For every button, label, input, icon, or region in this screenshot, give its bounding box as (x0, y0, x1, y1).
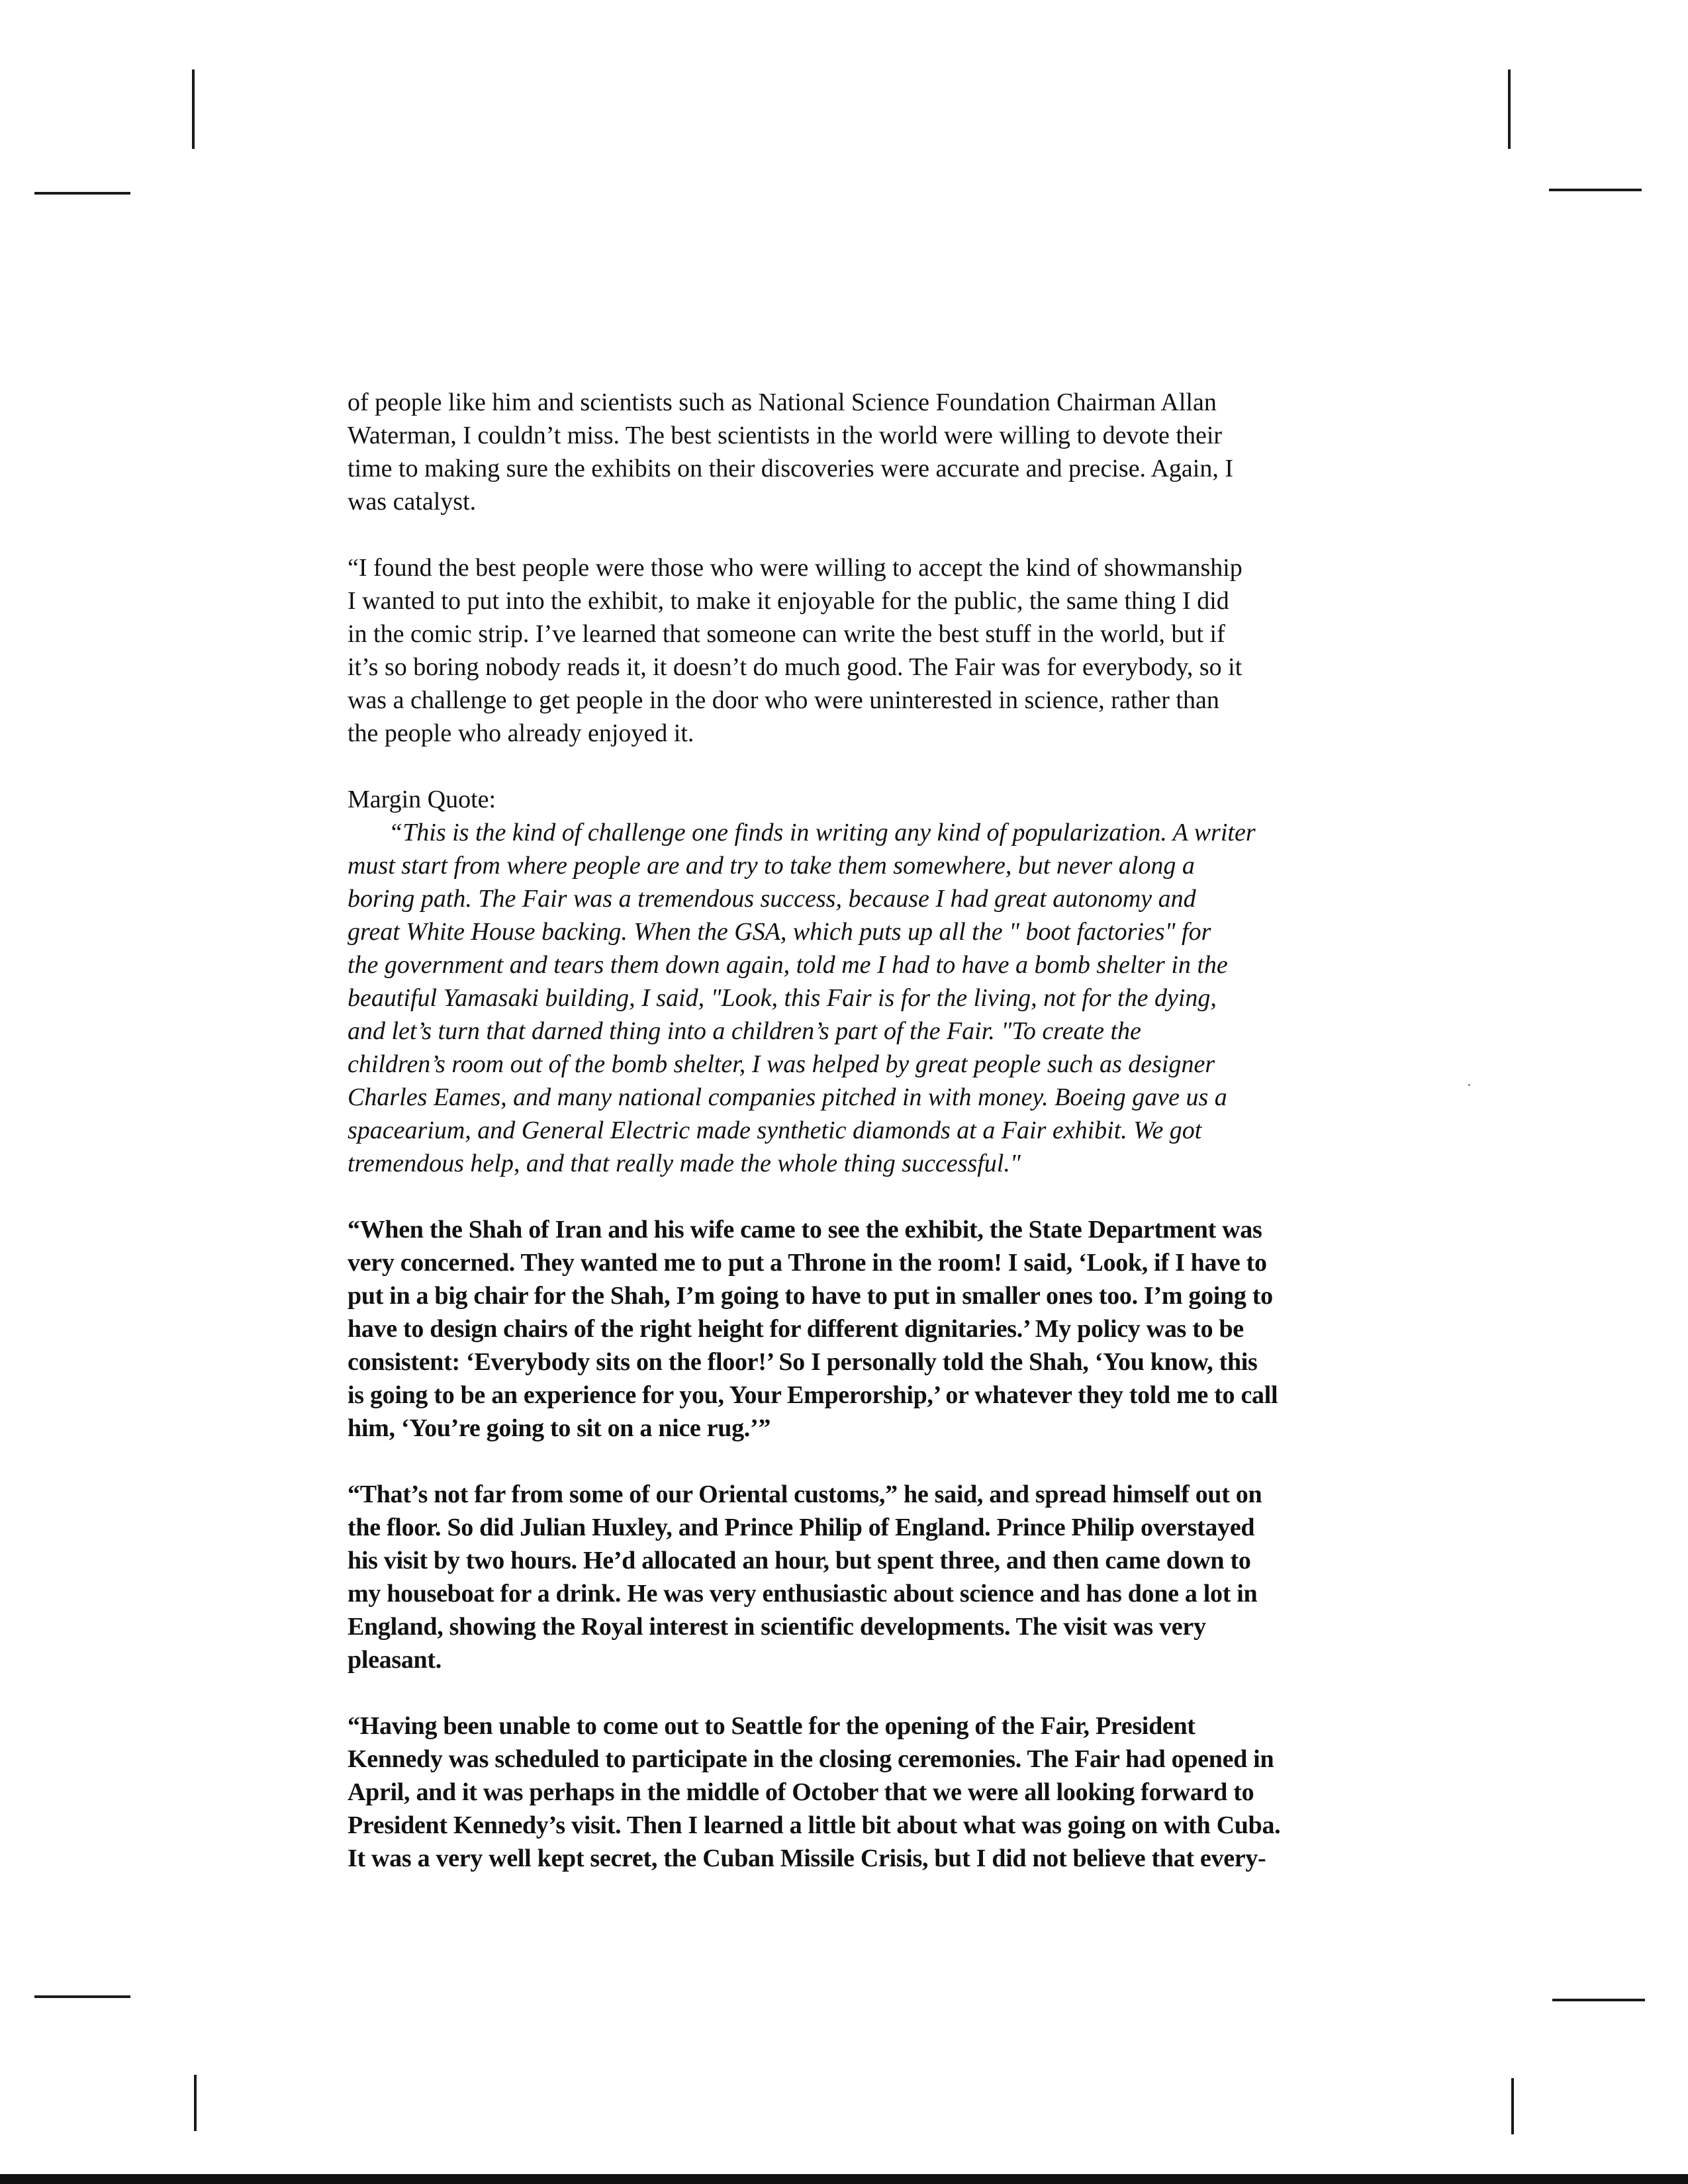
document-body (348, 386, 1367, 1908)
text-line: of people like him and scientists such as National Science Foundation Chairman Allan (348, 388, 1217, 416)
paragraph (348, 386, 1367, 518)
text-line: Charles Eames, and many national companies pitched in with money. Boeing gave us a (348, 1083, 1227, 1111)
crop-mark-top-right-vertical (1508, 69, 1511, 149)
text-line: the floor. So did Julian Huxley, and Prince Philip of England. Prince Philip overstayed (348, 1514, 1255, 1541)
text-line: tremendous help, and that really made the whole thing successful." (348, 1150, 1021, 1177)
text-line: April, and it was perhaps in the middle of October that we were all looking forward to (348, 1778, 1254, 1806)
text-line: the government and tears them down again, told me I had to have a bomb shelter in the (348, 951, 1228, 979)
text-line: spacearium, and General Electric made synthetic diamonds at a Fair exhibit. We got (348, 1116, 1202, 1144)
text-line: consistent: ‘Everybody sits on the floor!’ So I personally told the Shah, ‘You know, this (348, 1348, 1258, 1376)
paragraph (348, 1213, 1367, 1445)
text-line: have to design chairs of the right height for different dignitaries.’ My policy was to be (348, 1315, 1244, 1343)
text-line: great White House backing. When the GSA, which puts up all the " boot factories" for (348, 918, 1211, 946)
margin-quote-heading: Margin Quote: (348, 786, 496, 813)
text-line: put in a big chair for the Shah, I’m going to have to put in smaller ones too. I’m going to (348, 1282, 1273, 1310)
paragraph (348, 1709, 1367, 1875)
text-line: Kennedy was scheduled to participate in the closing ceremonies. The Fair had opened in (348, 1745, 1274, 1773)
text-line: “When the Shah of Iran and his wife came to see the exhibit, the State Department was (348, 1216, 1262, 1244)
text-line: is going to be an experience for you, Your Emperorship,’ or whatever they told me to call (348, 1381, 1278, 1409)
text-line: I wanted to put into the exhibit, to make it enjoyable for the public, the same thing I did (348, 587, 1229, 615)
text-line: the people who already enjoyed it. (348, 719, 694, 747)
crop-mark-top-left-horizontal (34, 192, 130, 195)
text-line: was a challenge to get people in the door who were uninterested in science, rather than (348, 686, 1219, 714)
text-line: “That’s not far from some of our Oriental customs,” he said, and spread himself out on (348, 1480, 1262, 1508)
text-line: his visit by two hours. He’d allocated an hour, but spent three, and then came down to (348, 1547, 1251, 1574)
text-line: him, ‘You’re going to sit on a nice rug.’” (348, 1414, 771, 1442)
text-line: beautiful Yamasaki building, I said, "Look, this Fair is for the living, not for the dying, (348, 984, 1217, 1012)
paragraph (348, 1478, 1367, 1676)
crop-mark-bottom-right-horizontal (1552, 1999, 1645, 2001)
text-line: pleasant. (348, 1646, 442, 1674)
text-line: children’s room out of the bomb shelter, I was helped by great people such as designer (348, 1050, 1215, 1078)
text-line: was catalyst. (348, 488, 477, 516)
scan-bottom-edge (0, 2174, 1688, 2184)
crop-mark-bottom-left-horizontal (34, 1995, 130, 1998)
margin-quote (348, 783, 1367, 1180)
text-line: very concerned. They wanted me to put a Throne in the room! I said, ‘Look, if I have to (348, 1249, 1267, 1277)
text-line: “This is the kind of challenge one finds in writing any kind of popularization. A writer (389, 819, 1256, 846)
text-line: “Having been unable to come out to Seattle for the opening of the Fair, President (348, 1712, 1196, 1740)
crop-mark-top-left-vertical (192, 69, 195, 149)
text-line: President Kennedy’s visit. Then I learned a little bit about what was going on with Cuba. (348, 1811, 1281, 1839)
crop-mark-bottom-left-vertical (194, 2075, 197, 2131)
text-line: it’s so boring nobody reads it, it doesn’t do much good. The Fair was for everybody, so it (348, 653, 1243, 681)
crop-mark-bottom-right-vertical (1511, 2078, 1514, 2134)
text-line: time to making sure the exhibits on their discoveries were accurate and precise. Again, I (348, 455, 1233, 482)
text-line: boring path. The Fair was a tremendous success, because I had great autonomy and (348, 885, 1196, 913)
text-line: in the comic strip. I’ve learned that someone can write the best stuff in the world, but if (348, 620, 1225, 648)
paragraph (348, 551, 1367, 750)
text-line: Waterman, I couldn’t miss. The best scientists in the world were willing to devote their (348, 422, 1223, 449)
text-line: and let’s turn that darned thing into a children’s part of the Fair. "To create the (348, 1017, 1141, 1045)
text-line: It was a very well kept secret, the Cuban Missile Crisis, but I did not believe that every- (348, 1844, 1266, 1872)
text-line: must start from where people are and try to take them somewhere, but never along a (348, 852, 1195, 880)
crop-mark-top-right-horizontal (1549, 189, 1642, 191)
text-line: “I found the best people were those who were willing to accept the kind of showmanship (348, 554, 1243, 582)
text-line: my houseboat for a drink. He was very enthusiastic about science and has done a lot in (348, 1580, 1258, 1608)
scan-speck (1468, 1084, 1470, 1086)
text-line: England, showing the Royal interest in scientific developments. The visit was very (348, 1613, 1206, 1641)
